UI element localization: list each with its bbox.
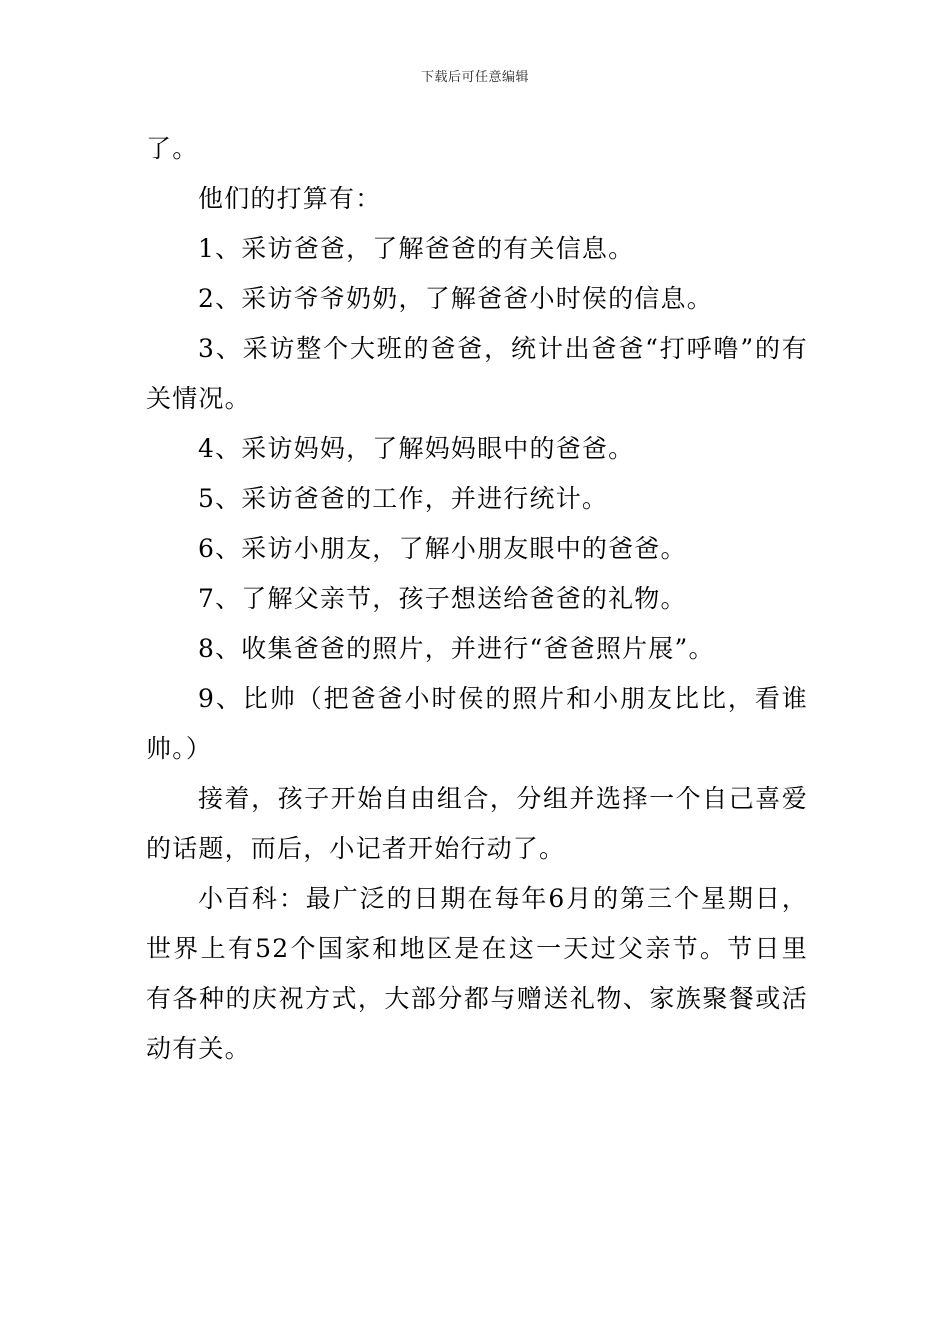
list-item: 9、比帅（把爸爸小时侯的照片和小朋友比比，看谁帅。） <box>146 684 808 763</box>
paragraph: 接着，孩子开始自由组合，分组并选择一个自己喜爱的话题，而后，小记者开始行动了。 <box>146 784 808 863</box>
paragraph: 他们的打算有： <box>198 184 382 213</box>
list-item: 5、采访爸爸的工作，并进行统计。 <box>198 484 609 513</box>
list-item: 8、收集爸爸的照片，并进行“爸爸照片展”。 <box>198 634 715 663</box>
paragraph: 了。 <box>146 134 199 163</box>
list-item: 2、采访爷爷奶奶，了解爸爸小时侯的信息。 <box>198 284 713 313</box>
list-item: 1、采访爸爸，了解爸爸的有关信息。 <box>198 234 635 263</box>
list-item: 6、采访小朋友，了解小朋友眼中的爸爸。 <box>198 534 687 563</box>
list-item: 7、了解父亲节，孩子想送给爸爸的礼物。 <box>198 584 687 613</box>
document-body <box>146 124 808 1074</box>
list-item: 4、采访妈妈，了解妈妈眼中的爸爸。 <box>198 434 635 463</box>
list-item: 3、采访整个大班的爸爸，统计出爸爸“打呼噜”的有关情况。 <box>146 334 808 413</box>
paragraph: 小百科：最广泛的日期在每年6月的第三个星期日，世界上有52个国家和地区是在这一天过父亲节。节日里有各种的庆祝方式，大部分都与赠送礼物、家族聚餐或活动有关。 <box>146 884 808 1063</box>
page-header: 下载后可任意编辑 <box>420 70 529 85</box>
